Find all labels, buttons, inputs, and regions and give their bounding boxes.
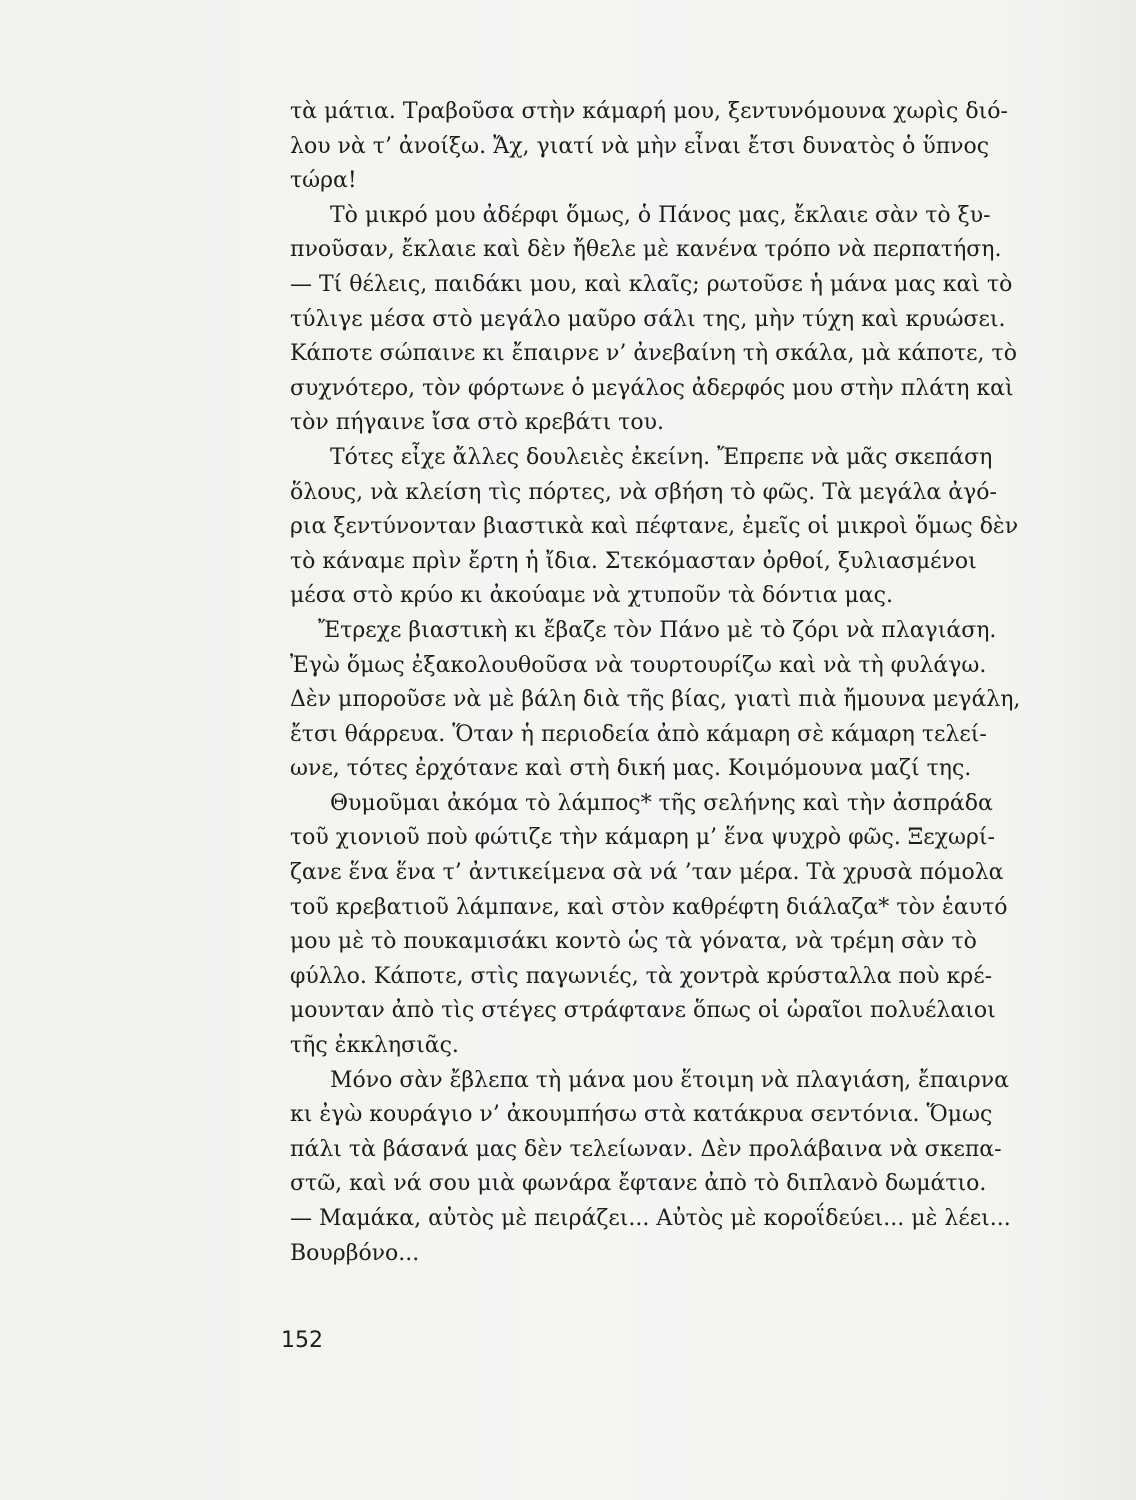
text-line: τοῦ χιονιοῦ ποὺ φώτιζε τὴν κάμαρη μ’ ἕνα ψυχρὸ φῶς. Ξεχωρί-: [290, 825, 995, 851]
text-line: στῶ, καὶ νά σου μιὰ φωνάρα ἔφτανε ἀπὸ τὸ διπλανὸ δωμάτιο.: [290, 1171, 987, 1197]
text-line: τὰ μάτια. Τραβοῦσα στὴν κάμαρή μου, ξεντυνόμουνα χωρὶς διό-: [290, 99, 1008, 124]
page-edge-shadow: [1046, 0, 1136, 1500]
text-line: Μόνο σὰν ἔβλεπα τὴ μάνα μου ἕτοιμη νὰ πλαγιάση, ἔπαιρνα: [330, 1067, 1009, 1093]
text-line: Τὸ μικρό μου ἀδέρφι ὅμως, ὁ Πάνος μας, ἔκλαιε σὰν τὸ ξυ-: [330, 202, 991, 228]
text-line: λου νὰ τ’ ἀνοίξω. Ἄχ, γιατί νὰ μὴν εἶναι ἔτσι δυνατὸς ὁ ὕπνος: [290, 133, 990, 159]
page-number: 152: [281, 1328, 323, 1353]
body-text: [290, 95, 1021, 1271]
text-line: Κάποτε σώπαινε κι ἔπαιρνε ν’ ἀνεβαίνη τὴ σκάλα, μὰ κάποτε, τὸ: [290, 341, 1017, 367]
text-line: ωνε, τότες ἐρχότανε καὶ στὴ δική μας. Κοιμόμουνα μαζί της.: [290, 756, 972, 782]
text-line: πάλι τὰ βάσανά μας δὲν τελείωναν. Δὲν προλάβαινα νὰ σκεπα-: [290, 1136, 1002, 1162]
text-line: ζανε ἕνα ἕνα τ’ ἀντικείμενα σὰ νά ’ταν μέρα. Τὰ χρυσὰ πόμολα: [290, 860, 1004, 886]
text-line: ἔτσι θάρρευα. Ὅταν ἡ περιοδεία ἀπὸ κάμαρη σὲ κάμαρη τελεί-: [290, 721, 987, 747]
text-line: ὅλους, νὰ κλείση τὶς πόρτες, νὰ σβήση τὸ φῶς. Τὰ μεγάλα ἀγό-: [290, 479, 997, 505]
text-line: τώρα!: [290, 168, 357, 194]
text-line: — Μαμάκα, αὐτὸς μὲ πειράζει... Αὐτὸς μὲ κοροΐδεύει... μὲ λέει...: [290, 1206, 1011, 1231]
text-line: μέσα στὸ κρύο κι ἀκούαμε νὰ χτυποῦν τὰ δόντια μας.: [290, 583, 893, 609]
text-line: τύλιγε μέσα στὸ μεγάλο μαῦρο σάλι της, μὴν τύχη καὶ κρυώσει.: [290, 306, 1006, 332]
text-line: — Τί θέλεις, παιδάκι μου, καὶ κλαῖς; ρωτοῦσε ἡ μάνα μας καὶ τὸ: [290, 271, 1013, 297]
text-line: τοῦ κρεβατιοῦ λάμπανε, καὶ στὸν καθρέφτη διάλαζα* τὸν ἑαυτό: [290, 894, 1008, 920]
text-line: μουνταν ἀπὸ τὶς στέγες στράφτανε ὅπως οἱ ὡραῖοι πολυέλαιοι: [290, 998, 996, 1024]
text-line: πνοῦσαν, ἔκλαιε καὶ δὲν ἤθελε μὲ κανένα τρόπο νὰ περπατήση.: [290, 237, 1002, 263]
text-line: συχνότερο, τὸν φόρτωνε ὁ μεγάλος ἀδερφός μου στὴν πλάτη καὶ: [290, 375, 1014, 401]
text-line: Ἐγὼ ὅμως ἐξακολουθοῦσα νὰ τουρτουρίζω καὶ νὰ τὴ φυλάγω.: [290, 652, 987, 678]
text-line: Τότες εἶχε ἄλλες δουλειὲς ἐκείνη. Ἔπρεπε νὰ μᾶς σκεπάση: [330, 444, 993, 470]
text-line: Βουρβόνο...: [290, 1240, 420, 1266]
text-line: μου μὲ τὸ πουκαμισάκι κοντὸ ὡς τὰ γόνατα, νὰ τρέμη σὰν τὸ: [290, 929, 977, 955]
text-line: ρια ξεντύνονταν βιαστικὰ καὶ πέφτανε, ἐμεῖς οἱ μικροὶ ὅμως δὲν: [290, 514, 1019, 540]
text-line: φύλλο. Κάποτε, στὶς παγωνιές, τὰ χοντρὰ κρύσταλλα ποὺ κρέ-: [290, 963, 993, 989]
text-line: κι ἐγὼ κουράγιο ν’ ἀκουμπήσω στὰ κατάκρυα σεντόνια. Ὅμως: [290, 1102, 993, 1128]
text-line: τῆς ἐκκλησιᾶς.: [290, 1033, 459, 1059]
text-line: Ἔτρεχε βιαστικὴ κι ἔβαζε τὸν Πάνο μὲ τὸ ζόρι νὰ πλαγιάση.: [318, 617, 997, 643]
text-line: τὸν πήγαινε ἴσα στὸ κρεβάτι του.: [290, 410, 664, 436]
text-line: Δὲν μποροῦσε νὰ μὲ βάλη διὰ τῆς βίας, γιατὶ πιὰ ἤμουνα μεγάλη,: [290, 687, 1021, 713]
text-line: Θυμοῦμαι ἀκόμα τὸ λάμπος* τῆς σελήνης καὶ τὴν ἀσπράδα: [330, 790, 993, 816]
text-line: τὸ κάναμε πρὶν ἔρτη ἡ ἴδια. Στεκόμασταν ὀρθοί, ξυλιασμένοι: [290, 548, 977, 574]
